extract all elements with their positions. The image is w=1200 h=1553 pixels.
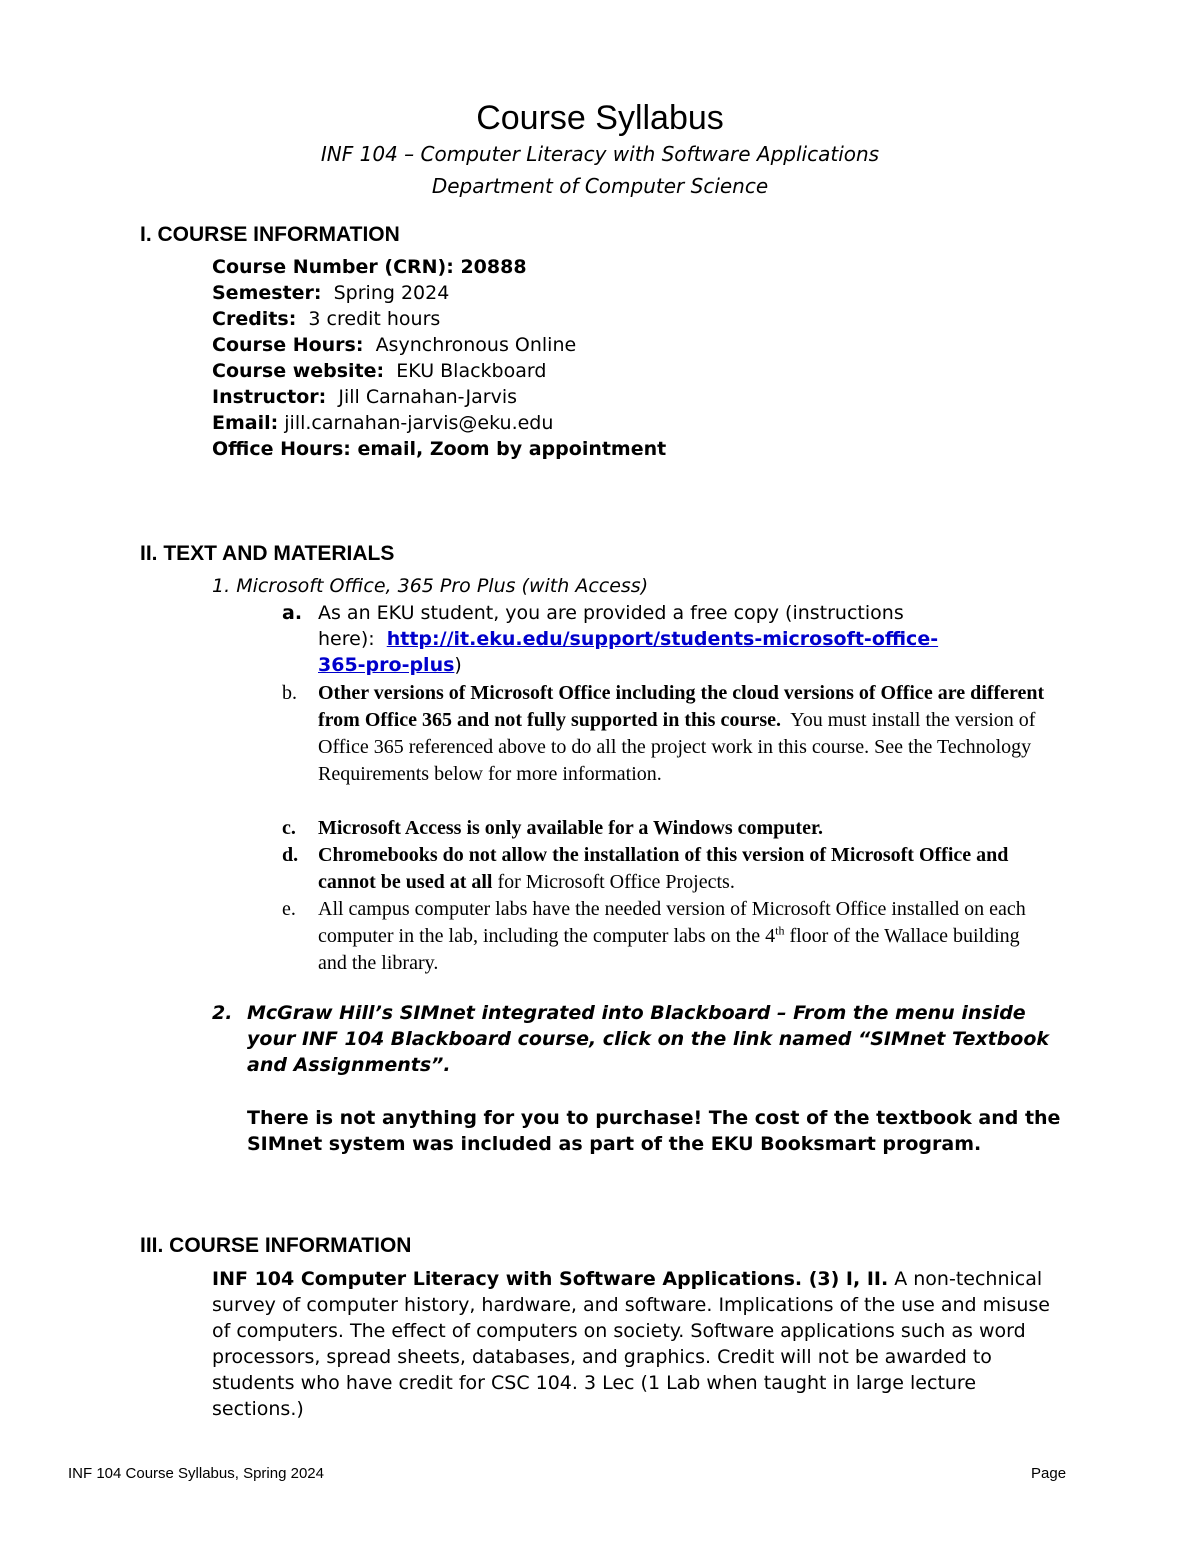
here-label: here): bbox=[318, 628, 375, 650]
bold-text: Chromebooks do not allow the installation of this version of Microsoft Office and cannot be used at all bbox=[318, 844, 1009, 893]
list-text bbox=[318, 896, 1048, 977]
section-1-heading: I. COURSE INFORMATION bbox=[140, 223, 400, 246]
course-info-list bbox=[212, 254, 666, 462]
info-label: Instructor: bbox=[212, 386, 327, 408]
item-text: Microsoft Office, 365 Pro Plus (with Access) bbox=[236, 575, 649, 597]
info-value: Asynchronous Online bbox=[375, 334, 577, 356]
item-number: 1. bbox=[212, 575, 231, 597]
course-lead: INF 104 Computer Literacy with Software Applications. (3) I, II. bbox=[212, 1268, 889, 1290]
list-mark: b. bbox=[282, 682, 297, 704]
list-mark: d. bbox=[282, 844, 299, 866]
info-label: Semester: bbox=[212, 282, 322, 304]
footer-left: INF 104 Course Syllabus, Spring 2024 bbox=[68, 1465, 324, 1482]
info-value: Jill Carnahan-Jarvis bbox=[338, 386, 518, 408]
sub-item-a bbox=[282, 600, 1082, 680]
material-item-1 bbox=[212, 573, 648, 599]
page-title: Course Syllabus bbox=[476, 99, 724, 137]
purchase-note: There is not anything for you to purchase! The cost of the textbook and the SIMnet system was included as part of the EKU Booksmart program. bbox=[247, 1107, 1061, 1155]
close-paren: ) bbox=[454, 654, 462, 676]
info-row-website bbox=[212, 358, 666, 384]
list-text bbox=[318, 600, 1078, 678]
list-mark: c. bbox=[282, 817, 296, 839]
info-label: Office Hours: email, Zoom by appointment bbox=[212, 438, 667, 460]
info-row-instructor bbox=[212, 384, 666, 410]
list-mark: a. bbox=[282, 602, 303, 624]
superscript: th bbox=[775, 923, 785, 938]
course-description bbox=[212, 1266, 1062, 1422]
email-value[interactable]: jill.carnahan-jarvis@eku.edu bbox=[284, 412, 554, 434]
info-label: Course Hours: bbox=[212, 334, 364, 356]
info-row-credits bbox=[212, 306, 666, 332]
office-download-link[interactable]: http://it.eku.edu/support/students-microsoft-office- bbox=[386, 628, 939, 650]
info-label: Email: bbox=[212, 412, 279, 434]
plain-text-cont: floor of the Wallace building and the library. bbox=[318, 925, 1020, 974]
bold-text: Other versions of Microsoft Office including the cloud versions of Office are different from Office 365 and not fully supported in this course. bbox=[318, 682, 1045, 731]
list-text bbox=[318, 815, 1078, 842]
info-label: Credits: bbox=[212, 308, 297, 330]
department-name: Department of Computer Science bbox=[431, 174, 769, 198]
info-row-hours bbox=[212, 332, 666, 358]
list-mark: e. bbox=[282, 898, 296, 920]
plain-text: You must install the version of Office 365 referenced above to do all the project work in this course. See the Technology Requirements below for more information. bbox=[318, 709, 1036, 785]
info-label: Course website: bbox=[212, 360, 385, 382]
sub-item-d bbox=[282, 842, 1082, 898]
sub-item-a-line3 bbox=[318, 652, 1078, 678]
section-3-heading: III. COURSE INFORMATION bbox=[140, 1234, 412, 1257]
plain-text: All campus computer labs have the needed version of Microsoft Office installed on each computer in the lab, including the computer labs on the 4 bbox=[318, 898, 1026, 947]
sub-item-a-line2 bbox=[318, 626, 1078, 652]
office-download-link-cont[interactable]: 365-pro-plus bbox=[318, 654, 455, 676]
list-text bbox=[318, 842, 1038, 896]
info-label: Course Number (CRN): 20888 bbox=[212, 256, 527, 278]
item-text: McGraw Hill’s SIMnet integrated into Blackboard – From the menu inside your INF 104 Blackboard course, click on the link named “SIMnet Textbook and Assignments”. bbox=[247, 1002, 1050, 1076]
bold-text: Microsoft Access is only available for a Windows computer. bbox=[318, 817, 823, 839]
info-row-email bbox=[212, 410, 666, 436]
sub-item-e bbox=[282, 896, 1082, 980]
course-description-text: A non-technical survey of computer history, hardware, and software. Implications of the use and misuse of computers. The effect of computers on society. Software applications such as word processors, spread sheets, databases, and graphics. Credit will not be awarded to students who have credit for CSC 104. 3 Lec (1 Lab when taught in large lecture sections.) bbox=[212, 1268, 1050, 1420]
footer-page-label: Page bbox=[1031, 1465, 1067, 1482]
info-value: EKU Blackboard bbox=[396, 360, 547, 382]
info-value: 3 credit hours bbox=[308, 308, 441, 330]
info-row-semester bbox=[212, 280, 666, 306]
sub-item-a-line1: As an EKU student, you are provided a free copy (instructions bbox=[318, 602, 904, 624]
section-2-heading: II. TEXT AND MATERIALS bbox=[140, 542, 395, 565]
sub-item-c bbox=[282, 815, 1082, 843]
sub-item-b bbox=[282, 680, 1082, 820]
plain-text: for Microsoft Office Projects. bbox=[497, 871, 735, 893]
info-row-office-hours bbox=[212, 436, 666, 462]
list-text bbox=[318, 680, 1058, 788]
course-subtitle: INF 104 – Computer Literacy with Software Applications bbox=[320, 142, 880, 166]
item-number: 2. bbox=[212, 1002, 233, 1024]
info-row-crn bbox=[212, 254, 666, 280]
info-value: Spring 2024 bbox=[333, 282, 450, 304]
